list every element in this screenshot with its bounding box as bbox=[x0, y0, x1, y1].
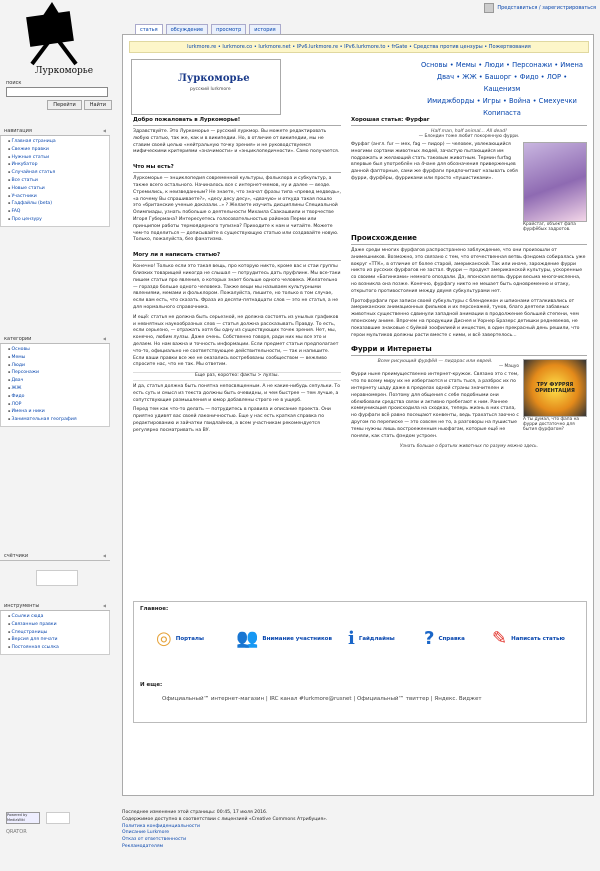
mediawiki-badge-text: Powered by MediaWiki bbox=[7, 813, 28, 822]
portal-row[interactable]: Двач • ЖЖ • Башорг • Фидо • ЛОР • Кащенизм bbox=[436, 73, 568, 93]
how-text-4: Перед тем как что-то делать — потрудитесь в правила и описание проекта. Они приятно удивят вас своей лаконичностью. Еще у нас есть краткая справка по редактированию и зайчатки гвидлайнов, а всем участникам рекомендуется регулярно посматривать на ВУ. bbox=[133, 407, 331, 433]
internet-caption: А ты думал, что фапа на фурри достаточно для бытия фурфагом? bbox=[523, 417, 580, 433]
good-quote-src: — Блондин тоже любит покоренную фурри. bbox=[418, 134, 520, 139]
portal-rings-icon: ◎ bbox=[156, 628, 172, 649]
tools-item[interactable]: ▪ Ссылки сюда bbox=[8, 613, 105, 621]
category-item[interactable]: ▪ Двач bbox=[8, 377, 105, 385]
nav-item[interactable]: ▪ Главная страница bbox=[8, 138, 105, 146]
find-button[interactable]: Найти bbox=[84, 100, 112, 110]
category-item[interactable]: ▪ Люди bbox=[8, 362, 105, 370]
what-text: Луркоморье — энциклопедия современной культуры, фольклора и субкультур, а также всего остального. Начиналось все с интернет-мемов, ну и далее — везде. Стремились, к неизведанным? Не знаете, что значат фразы типа «превед медведь», «а почему Вы спрашиваете?», «десу десу десу», «двачую» и откуда такая пошло это «британские ученые доказали...» ? Желаете изучить дисциплины Специальной Олимпиады, узнать побольше о деятельности Михаила Саакашвили и творчестве Игоря Губермана? Интересуетесь голосовательностью районов Перми или принципом работы термоядерного тупизна? Приходите к нам и читайте. Можете чем-то поделиться — дописывайте в существующую статью или создавайте новую. Только, пожалуйста, без фанатизма. bbox=[133, 176, 342, 243]
origin-text-2: Протофурфаги при записи своей субкультуры с блендеккон и шпионами отталкивались от американских анимационных фильмов и их персонажей, тунов, благо деятели забавных животных существенно сдвинули западной анимации в продолжение большей степени, чем японскому аниме. Впрочем на продукции Диснея и Уорнер Бразерс детишки редневеков, не показавшие знаковые с буйкой зоофилией и инцестом, в один прекрасный день решили, что герои мультиков должны расти вместе с ними, и всё завертелось... bbox=[351, 298, 580, 338]
right-column bbox=[351, 117, 587, 449]
footer-privacy[interactable]: Политика конфиденциальности bbox=[122, 823, 200, 829]
tools-item[interactable]: ▪ Постоянная ссылка bbox=[8, 644, 105, 652]
left-column bbox=[133, 117, 341, 434]
category-item[interactable]: ▪ Персонажи bbox=[8, 369, 105, 377]
tab-discussion[interactable]: обсуждение bbox=[166, 24, 208, 36]
attention-link[interactable] bbox=[236, 630, 332, 648]
tools-item[interactable]: ▪ Связанные правки bbox=[8, 621, 105, 629]
logo-text: Луркоморье bbox=[35, 66, 94, 76]
footer bbox=[122, 810, 327, 851]
logo[interactable] bbox=[0, 0, 110, 80]
counters-title: счётчики bbox=[4, 552, 29, 559]
counters-portlet bbox=[0, 551, 110, 561]
nav-item[interactable]: ▪ Свежие правки bbox=[8, 146, 105, 154]
tools-portlet bbox=[0, 601, 110, 655]
search-box bbox=[6, 80, 112, 110]
footer-advertisers[interactable]: Рекламодателям bbox=[122, 843, 164, 849]
tab-article[interactable]: статья bbox=[135, 24, 163, 36]
origin-text-1: Даже среди многих фурфагов распространено заблуждение, что они произошли от анимешников. Возможно, это связано с тем, что отечественная ветвь фэндома собиралась уже вокруг «TТК», в отличие от более старой, американской. Так или иначе, зарождение фурри никто из русских фурфагов не застал. Фурри — продукт американской культуры, ускоренные со своими «Багинками» немного опоздали. Да, японская ветвь фурри весьма многочисленна, но возникла она позже. Конечно, фурфагу никто не мешает быть одновременно и отаку, открытого противостояния между двумя субкультурами нет. bbox=[351, 248, 586, 294]
pen-icon: ✎ bbox=[492, 628, 508, 649]
internet-footer[interactable]: Узнать больше о братьях животных по разуму можно здесь. bbox=[399, 444, 539, 450]
category-item[interactable]: ▪ Занимательная география bbox=[8, 416, 105, 424]
tools-item[interactable]: ▪ Версия для печати bbox=[8, 636, 105, 644]
footer-about[interactable]: Описание Lurkmore bbox=[122, 830, 170, 836]
internet-quote: Всем рисующий фурфёй — пидарас или еврей. bbox=[377, 359, 493, 365]
nav-item[interactable]: ▪ Гадфайлы (beta) bbox=[8, 200, 105, 208]
portal-row[interactable]: Основы • Мемы • Люди • Персонажи • Имена bbox=[421, 61, 583, 69]
good-text: Фурфаг (англ. fur — мех, fag — пидор) — человек, увлекающийся многими сортами животных людей, зачастую пытающийся им подражать и желающий стать таковым животным. Термин furfag впервые был употреблён на 4чане для обозначения приверженцев данной фапторные, сами же фурфаги предпочитают называть себя фурри, фурфёры, фурриками или просто «пушистиками». bbox=[351, 142, 518, 181]
how-title: Могу ли я написать статью? bbox=[133, 252, 221, 259]
info-icon: i bbox=[348, 628, 355, 649]
help-link[interactable] bbox=[424, 630, 465, 648]
collapse-icon[interactable]: ◀ bbox=[102, 128, 106, 133]
attention-label: Внимание участников bbox=[262, 636, 332, 642]
write-article-label: Написать статью bbox=[511, 636, 565, 642]
welcome-text: Здравствуйте. Это Луркоморье — русский луркмор. Вы можете редактировать любую статью, так же, как и в википедии. Но, в отличие от википедии, мы не ставим своей целью «нейтральную точку зрения» и не руководствуемся мифическими критериями «значимости» и «энциклопедичности». Само получается. bbox=[133, 129, 340, 155]
tab-view[interactable]: просмотр bbox=[211, 24, 246, 36]
portal-links bbox=[418, 59, 586, 119]
sitelinks-bar[interactable]: lurkmore.re • lurkmore.co • lurkmore.net • IPv6.lurkmore.re • IPv6.lurkmore.to • frGate • Средства против цензуры • Пожертвования bbox=[129, 41, 589, 53]
qrator-badge[interactable] bbox=[6, 829, 40, 843]
tools-item[interactable]: ▪ Спецстраницы bbox=[8, 629, 105, 637]
category-item[interactable]: ▪ Мемы bbox=[8, 354, 105, 362]
collapse-icon[interactable]: ◀ bbox=[102, 603, 106, 608]
tab-history[interactable]: история bbox=[249, 24, 280, 36]
nav-item[interactable]: ▪ FAQ bbox=[8, 208, 105, 216]
categories-title: категории bbox=[4, 335, 32, 342]
footer-lastmod: Последнее изменение этой страницы: 00:45, 17 июля 2016. bbox=[122, 810, 268, 815]
nav-item[interactable]: ▪ Случайная статья bbox=[8, 169, 105, 177]
guidelines-label: Гайдлайны bbox=[358, 636, 395, 642]
content-area bbox=[122, 34, 594, 796]
portal-row[interactable]: Имиджборды • Игры • Война • Смехуечки bbox=[427, 97, 577, 105]
portals-label: Порталы bbox=[175, 636, 204, 642]
question-icon: ? bbox=[424, 628, 435, 649]
category-item[interactable]: ▪ ЖЖ bbox=[8, 385, 105, 393]
counter-widget[interactable] bbox=[36, 570, 78, 586]
internet-text: Фурри ныне преимущественно интернет-кружок. Связано это с тем, что по всему миру их не избергаются и стать тыся, а разброс их по интернету шаду даже в пределах одной страны значителен и неравномерен. Поэтому для общения с себе подобными они облюбовали средства связи и активно пребегают к ним. Раннее коммуникация происходила на сходках, теперь жизнь в них стала, но фурфаги всё равно посещают конвенты, ведь трахаться заочно с другом по переписке — это совсем не то, а разговоры на пушистые темы нужны лишь востроеженным ньюфагам, которые ещё не поняли, как стать фэндом устроен. bbox=[351, 372, 519, 439]
origin-title: Происхождение bbox=[351, 234, 417, 242]
nav-item[interactable]: ▪ Участники bbox=[8, 193, 105, 201]
counter-badge[interactable] bbox=[46, 812, 70, 824]
category-item[interactable]: ▪ Основы bbox=[8, 346, 105, 354]
badge-image-text: ТРУ ФУРРЯЯ ОРИЕНТАЦИЯ bbox=[535, 382, 575, 395]
furry-image[interactable] bbox=[523, 142, 587, 222]
good-quote: Half man, half animal… All dead! bbox=[431, 129, 507, 134]
user-icon bbox=[484, 3, 494, 13]
internet-title: Фурри и Интернеты bbox=[351, 345, 432, 354]
search-input[interactable] bbox=[6, 87, 108, 97]
portal-row[interactable]: Копипаста bbox=[483, 109, 521, 117]
how-highlight: Еще раз, коротко: факты > лулзы. bbox=[133, 372, 341, 381]
hero-title: Луркоморье bbox=[178, 73, 250, 84]
write-article-link[interactable] bbox=[492, 630, 565, 648]
category-item[interactable]: ▪ ЛОР bbox=[8, 401, 105, 409]
category-item[interactable]: ▪ Фидо bbox=[8, 393, 105, 401]
nav-item[interactable]: ▪ Про цензуру bbox=[8, 216, 105, 224]
portals-link[interactable] bbox=[156, 630, 204, 648]
nav-item[interactable]: ▪ Все статьи bbox=[8, 177, 105, 185]
users-icon: 👥 bbox=[236, 628, 259, 649]
collapse-icon[interactable]: ◀ bbox=[102, 336, 106, 341]
how-text-1: Конечно! Только если это такая вещь, про которую никто, кроме вас и стаи группы близких товарищей никогда не слышал — потрудитесь дать пруфлинк. Мы все-таки пишем статьи про явления, о которых знает больше одного человека. Желательно — гораздо больше одного человека. Также вещи мы называем культурными явлениями, мемами и фольклором. Пожалуйста, пишите, но только в том случае, если вам есть, что сказать. Фраза из десяти-пятнадцати слов — это не статья, а не для нормального справочника. bbox=[133, 264, 341, 310]
also-title: И еще: bbox=[140, 682, 163, 688]
qrator-badge-text: QRATOR bbox=[6, 829, 27, 835]
badge-image[interactable] bbox=[523, 359, 587, 417]
guidelines-link[interactable] bbox=[348, 630, 395, 648]
category-item[interactable]: ▪ Имена и ники bbox=[8, 408, 105, 416]
tools-title: инструменты bbox=[4, 602, 40, 609]
search-label: поиск bbox=[6, 80, 22, 86]
help-label: Справка bbox=[438, 636, 465, 642]
what-title: Что мы есть? bbox=[133, 164, 174, 171]
hero-subtitle: русский lurkmore bbox=[190, 87, 231, 92]
personal-bar bbox=[484, 3, 596, 13]
categories-portlet bbox=[0, 334, 110, 427]
internet-quote-src: — Мацуо bbox=[498, 364, 519, 370]
how-text-2: И ещё: статья не должна быть серьезной, не должна состоять из унылых графиков и невнятных наукообразных слов — статья должна рассказывать Правду. То есть, если серьезно, — отражать хотя бы одну из существующих точек зрения. Нет, мы, конечно, любим лулзы. Даже очень. Собственно говоря, ради них мы все это и делаем. Но нам важна и точность информации. Если предмет статьи предполагает что-то, официально не соответствующее действительности, — так и напишите. Если ваши правки все же не оказались востребованы сообществом — вежливо спросите нас, что не так. Мы ответим. bbox=[133, 314, 339, 368]
footer-disclaimer[interactable]: Отказ от ответственности bbox=[122, 837, 187, 843]
nav-item[interactable]: ▪ Новые статьи bbox=[8, 185, 105, 193]
welcome-title: Добро пожаловать в Луркоморье! bbox=[133, 117, 241, 123]
main-panel bbox=[133, 601, 587, 723]
nav-item[interactable]: ▪ Инкубатор bbox=[8, 161, 105, 169]
mediawiki-badge[interactable] bbox=[6, 812, 40, 824]
hero-box bbox=[131, 59, 281, 115]
also-links[interactable]: Официальный™ интернет-магазин | IRC канал #lurkmore@rusnet | Официальный™ твиттер | Яндекс. Виджет bbox=[162, 696, 482, 702]
go-button[interactable]: Перейти bbox=[47, 100, 82, 110]
main-panel-title: Главное: bbox=[140, 606, 169, 612]
good-caption: Крайстаг, объект фапа фурфёбых задротов. bbox=[523, 222, 576, 232]
nav-item[interactable]: ▪ Нужные статьи bbox=[8, 154, 105, 162]
login-link[interactable]: Представиться / зарегистрироваться bbox=[497, 5, 596, 11]
collapse-icon[interactable]: ◀ bbox=[102, 553, 106, 558]
good-title: Хорошая статья: Фурфаг bbox=[351, 117, 430, 123]
footer-license[interactable]: Содержимое доступно в соответствии с лицензией «Creative Commons Атрибуция». bbox=[122, 816, 328, 822]
how-text-3: И да, статья должна быть понятна непосвященным. А не какие-нибудь сепульки. То есть суть и смысл из текста должны быть очевидны, и чем быстрее — тем лучше, а сопутствующие размышления и юмор добавлены строго не в ущерб. bbox=[133, 383, 341, 403]
nav-title: навигация bbox=[4, 127, 32, 134]
nav-portlet bbox=[0, 126, 110, 227]
